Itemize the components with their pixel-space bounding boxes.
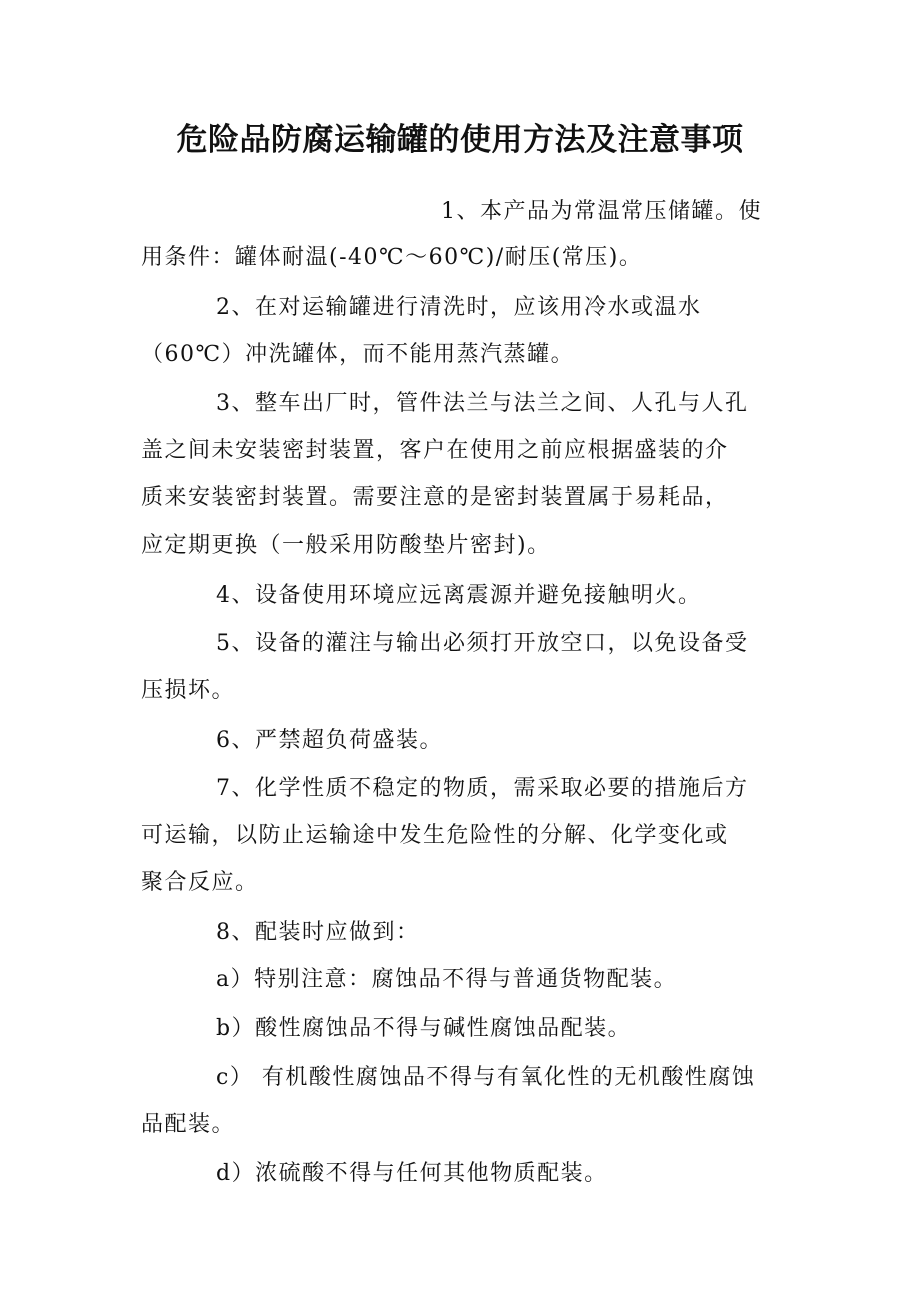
text-line: 压损坏。: [141, 678, 236, 703]
paragraph-3-line-3: [141, 482, 920, 514]
text-line: 7、化学性质不稳定的物质，需采取必要的措施后方: [216, 776, 749, 801]
text-line: 质来安装密封装置。需要注意的是密封装置属于易耗品，: [141, 485, 729, 510]
paragraph-7-line-3: [141, 867, 920, 899]
text-line: 3、整车出厂时，管件法兰与法兰之间、人孔与人孔: [216, 391, 749, 416]
text-line: d）浓硫酸不得与任何其他物质配装。: [216, 1161, 608, 1186]
paragraph-7-line-1: [216, 773, 920, 805]
text-line: 4、设备使用环境应远离震源并避免接触明火。: [216, 583, 702, 608]
text-line: 盖之间未安装密封装置，客户在使用之前应根据盛装的介: [141, 438, 729, 463]
paragraph-3-line-4: [141, 530, 920, 562]
text-line: c） 有机酸性腐蚀品不得与有氧化性的无机酸性腐蚀: [216, 1065, 756, 1090]
text-line: 应定期更换（一般采用防酸垫片密封)。: [141, 533, 551, 558]
document-title: 危险品防腐运输罐的使用方法及注意事项: [176, 122, 744, 158]
paragraph-2-line-1: [216, 292, 920, 324]
text-line: 1、本产品为常温常压储罐。使: [441, 199, 762, 224]
paragraph-5-line-2: [141, 675, 920, 707]
item-c-line-1: [216, 1062, 920, 1094]
text-line: 品配装。: [141, 1112, 236, 1137]
paragraph-1-line-1: [441, 196, 920, 228]
item-a-line-1: [216, 964, 920, 996]
paragraph-4-line-1: [216, 580, 920, 612]
text-line: a）特别注意：腐蚀品不得与普通货物配装。: [216, 967, 678, 992]
paragraph-7-line-2: [141, 820, 920, 852]
paragraph-6-line-1: [216, 725, 920, 757]
paragraph-2-line-2: [141, 339, 920, 371]
text-line: （60℃）冲洗罐体，而不能用蒸汽蒸罐。: [141, 342, 575, 367]
text-line: 5、设备的灌注与输出必须打开放空口，以免设备受: [216, 631, 749, 656]
text-line: 2、在对运输罐进行清洗时，应该用冷水或温水: [216, 295, 702, 320]
item-d-line-1: [216, 1158, 920, 1190]
text-line: b）酸性腐蚀品不得与碱性腐蚀品配装。: [216, 1016, 632, 1041]
item-c-line-2: [141, 1109, 920, 1141]
text-line: 可运输，以防止运输途中发生危险性的分解、化学变化或: [141, 823, 729, 848]
text-line: 用条件：罐体耐温(-40℃～60℃)/耐压(常压)。: [141, 245, 643, 270]
paragraph-5-line-1: [216, 628, 920, 660]
text-line: 8、配装时应做到：: [216, 920, 420, 945]
text-line: 聚合反应。: [141, 870, 259, 895]
paragraph-3-line-2: [141, 435, 920, 467]
text-line: 6、严禁超负荷盛装。: [216, 728, 443, 753]
paragraph-8-line-1: [216, 917, 920, 949]
paragraph-1-line-2: [141, 242, 920, 274]
item-b-line-1: [216, 1013, 920, 1045]
paragraph-3-line-1: [216, 388, 920, 420]
